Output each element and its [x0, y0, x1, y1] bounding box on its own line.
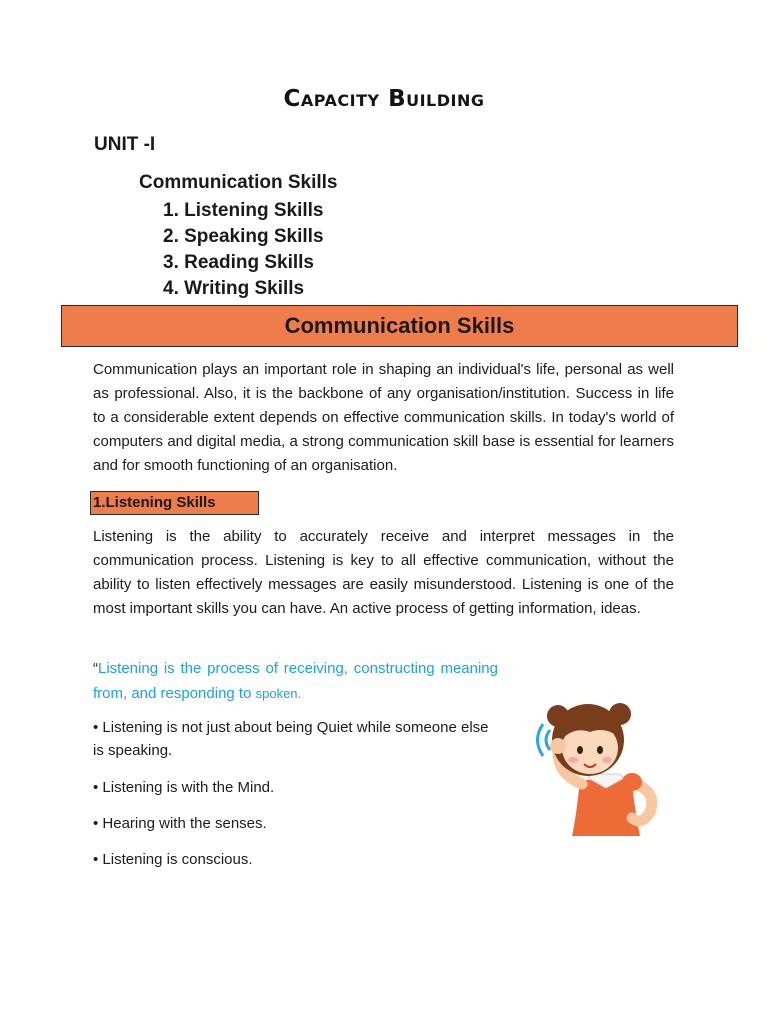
- quote-text: Listening is the process of receiving, constructing meaning from, and responding to: [93, 660, 498, 702]
- toc-item: 4. Writing Skills: [163, 278, 305, 299]
- toc-heading: Communication Skills: [139, 172, 338, 193]
- toc-list: [163, 198, 324, 302]
- bullet-item: • Listening is with the Mind.: [93, 779, 275, 796]
- bullet-item: • Hearing with the senses.: [93, 815, 267, 832]
- quote-mark: “: [93, 660, 98, 677]
- bullet-item: • Listening is not just about being Quiet while someone else is speaking.: [93, 719, 489, 759]
- quote-block: [93, 656, 498, 706]
- page-title: Capacity Building: [283, 86, 485, 112]
- unit-label: UNIT -I: [94, 134, 156, 155]
- girl-listening-icon: [528, 678, 708, 843]
- toc-item: 1. Listening Skills: [163, 200, 324, 221]
- listening-paragraph: Listening is the ability to accurately receive and interpret messages in the communication process. Listening is key to all effective communication, without the ability to listen effectively messages are easily misunderstood. Listening is one of the most important skills you can have. An active process of getting information, ideas.: [93, 528, 674, 617]
- section-banner: Communication Skills: [61, 305, 738, 347]
- section-heading: 1.Listening Skills: [90, 491, 259, 515]
- toc-item: 3. Reading Skills: [163, 252, 314, 273]
- intro-paragraph: Communication plays an important role in shaping an individual's life, personal as well as professional. Also, it is the backbone of any organisation/institution. Success in life to a considerable extent depends on effective communication skills. In today's world of computers and digital media, a strong communication skill base is essential for learners and for smooth functioning of an organisation.: [93, 361, 674, 474]
- quote-end: spoken.: [255, 686, 302, 701]
- bullet-item: • Listening is conscious.: [93, 851, 253, 868]
- toc-item: 2. Speaking Skills: [163, 226, 324, 247]
